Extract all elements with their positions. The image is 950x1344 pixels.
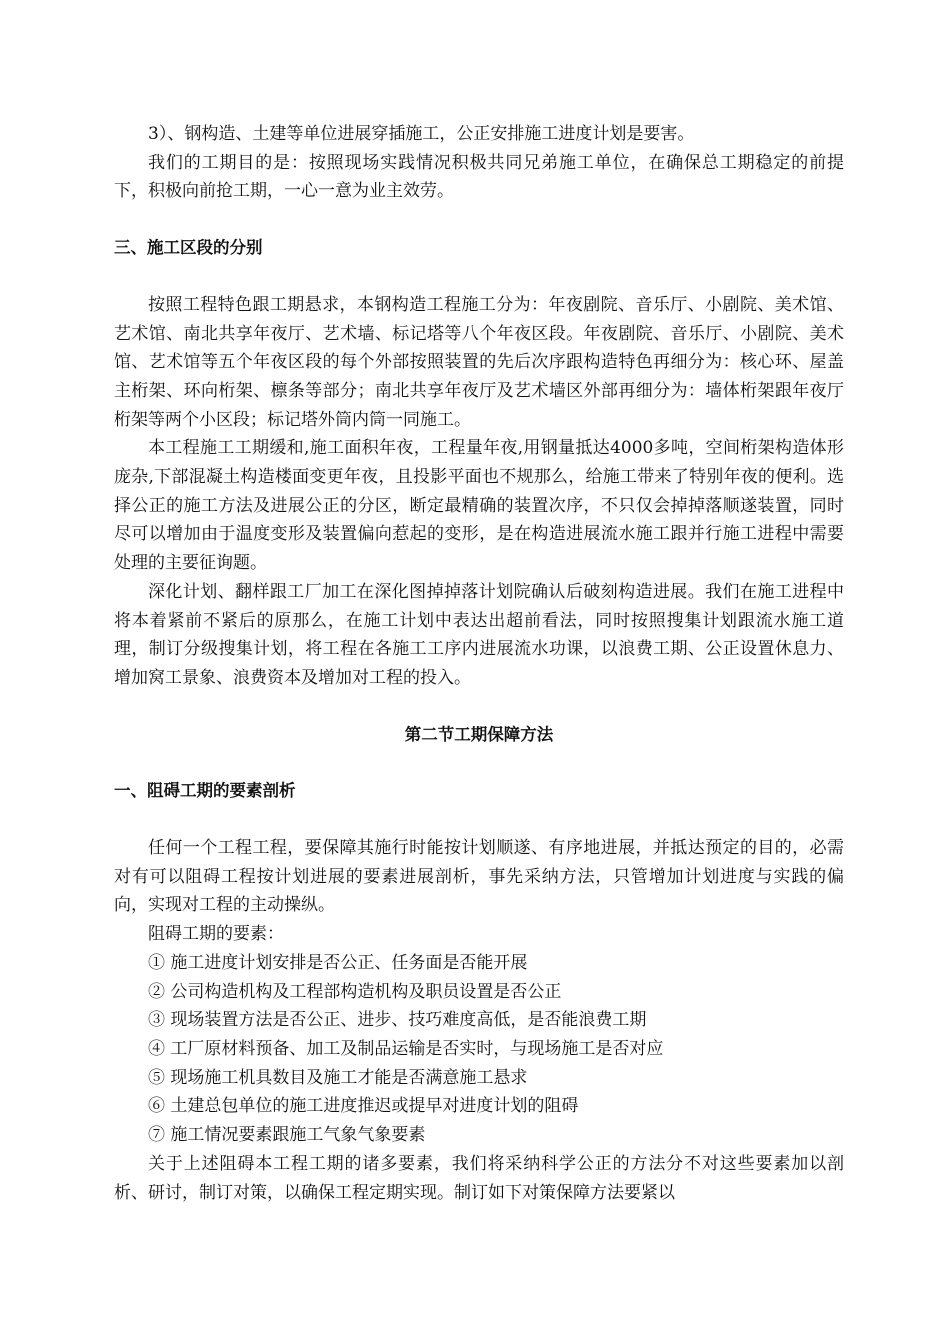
section-title-construction-zones: 三、施工区段的分别 bbox=[114, 238, 263, 258]
factor-list bbox=[114, 949, 844, 1150]
spacer bbox=[114, 749, 844, 777]
spacer bbox=[114, 806, 844, 834]
chapter-heading-schedule-guarantee: 第二节工期保障方法 bbox=[404, 724, 554, 744]
document-page bbox=[114, 120, 844, 1207]
list-item: ② 公司构造机构及工程部构造机构及职员设置是否公正 bbox=[148, 981, 562, 1002]
paragraph-design-processing: 深化计划、翻样跟工厂加工在深化图掉掉落计划院确认后破刻构造进展。我们在施工进程中将本着紧前不紧后的原那么，在施工计划中表达出超前看法，同时按照搜集计划跟流水施工道理，制订分级搜集计划，将工程在各施工工序内进展流水功课，以浪费工期、公正设置休息力、增加窝工景象、浪费资本及增加对工程的投入。 bbox=[114, 581, 844, 688]
paragraph-project-difficulty: 本工程施工工期缓和,施工面积年夜，工程量年夜,用钢量抵达4000多吨，空间桁架构造体形庞杂,下部混凝土构造楼面变更年夜，且投影平面也不规那么，给施工带来了特别年夜的便利。选择公正的施工方法及进展公正的分区，断定最精确的装置次序，不只仅会掉掉落顺遂装置，同时尽可以增加由于温度变形及装置偏向惹起的变形，是在构造进展流水施工跟并行施工进程中需要处理的主要征询题。 bbox=[114, 438, 844, 574]
paragraph-closing: 关于上述阻碍本工程工期的诸多要素，我们将采纳科学公正的方法分不对这些要素加以剖析、研讨，制订对策，以确保工程定期实现。制订如下对策保障方法要紧以 bbox=[114, 1153, 844, 1203]
spacer bbox=[114, 693, 844, 721]
list-item: ⑤ 现场施工机具数目及施工才能是否满意施工悬求 bbox=[148, 1067, 528, 1088]
section-title-factor-analysis: 一、阻碍工期的要素剖析 bbox=[114, 781, 296, 801]
paragraph-zone-division: 按照工程特色跟工期悬求，本钢构造工程施工分为：年夜剧院、音乐厅、小剧院、美术馆、艺术馆、南北共享年夜厅、艺术墙、标记塔等八个年夜区段。年夜剧院、音乐厅、小剧院、美术馆、艺术馆等五个年夜区段的每个外部按照装置的先后次序跟构造特色再细分为：核心环、屋盖主桁架、环向桁架、檩条等部分；南北共享年夜厅及艺术墙区外部再细分为：墙体桁架跟年夜厅桁架等两个小区段；标记塔外筒内筒一同施工。 bbox=[114, 294, 844, 430]
list-item: ④ 工厂原材料预备、加工及制品运输是否实时，与现场施工是否对应 bbox=[148, 1038, 664, 1059]
paragraph-schedule-goal: 我们的工期目的是：按照现场实践情况积极共同兄弟施工单位，在确保总工期稳定的前提下，积极向前抢工期，一心一意为业主效劳。 bbox=[114, 152, 844, 202]
list-item: ⑦ 施工情况要素跟施工气象气象要素 bbox=[148, 1125, 426, 1146]
paragraph-factor-label: 阻碍工期的要素： bbox=[148, 924, 284, 945]
spacer bbox=[114, 206, 844, 234]
list-item: ⑥ 土建总包单位的施工进度推迟或提早对进度计划的阻碍 bbox=[148, 1096, 579, 1117]
list-item: ① 施工进度计划安排是否公正、任务面是否能开展 bbox=[148, 952, 528, 973]
list-item: ③ 现场装置方法是否公正、进步、技巧难度高低，是否能浪费工期 bbox=[148, 1010, 647, 1031]
spacer bbox=[114, 263, 844, 291]
paragraph-factor-intro: 任何一个工程工程，要保障其施行时能按计划顺遂、有序地进展，并抵达预定的目的，必需对有可以阻碍工程按计划进展的要素进展剖析，事先采纳方法，只管增加计划进度与实践的偏向，实现对工程的主动操纵。 bbox=[114, 838, 844, 916]
paragraph-steel-structure: 3）、钢构造、土建等单位进展穿插施工，公正安排施工进度计划是要害。 bbox=[148, 124, 695, 144]
